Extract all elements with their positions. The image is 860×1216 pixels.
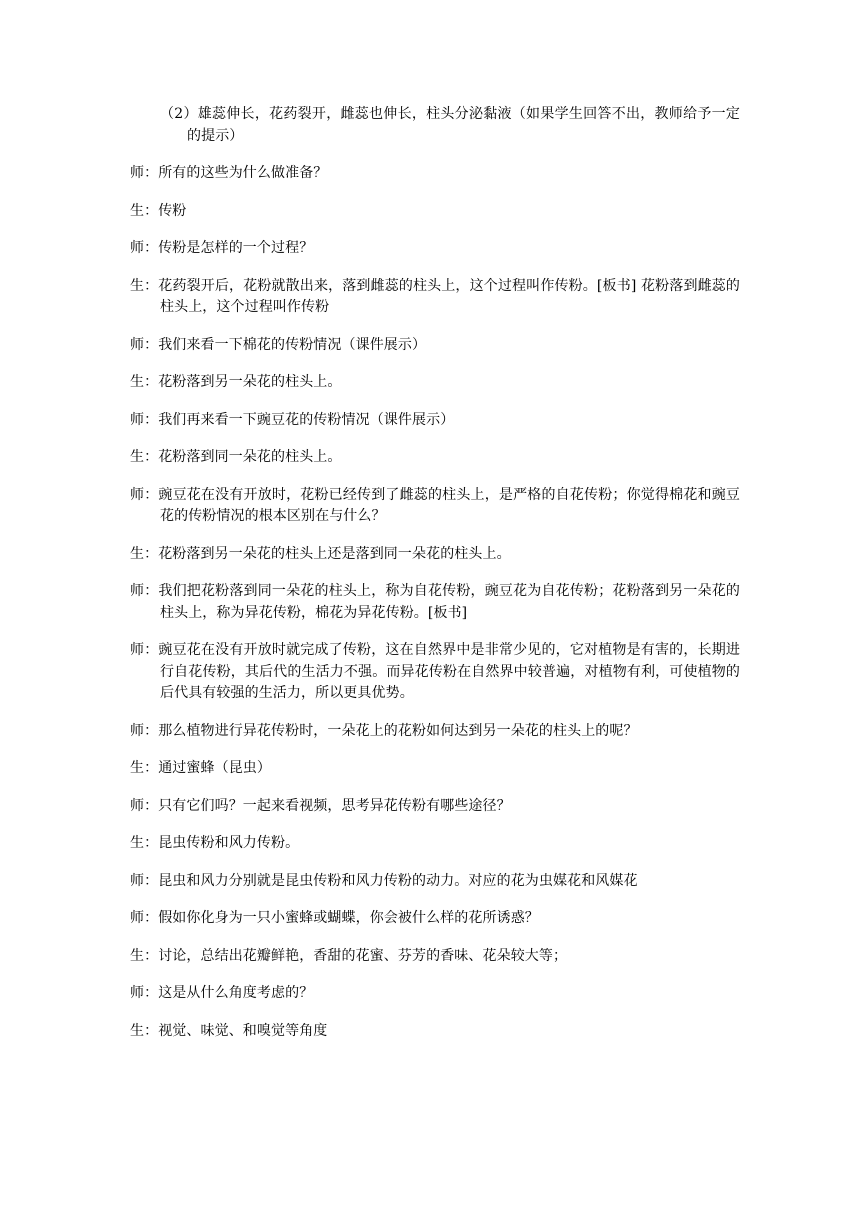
dialogue-line: 生：讨论，总结出花瓣鲜艳，香甜的花蜜、芬芳的香味、花朵较大等； xyxy=(130,947,568,964)
dialogue-line: 师：所有的这些为什么做准备？ xyxy=(130,165,328,181)
dialogue-line: 生：花药裂开后，花粉就散出来，落到雌蕊的柱头上，这个过程叫作传粉。[板书] 花粉落到雌蕊的柱头上，这个过程叫作传粉 xyxy=(130,277,740,315)
dialogue-line: 生：通过蜜蜂（昆虫） xyxy=(130,760,271,776)
paragraph-point-2: （2）雄蕊伸长，花药裂开，雌蕊也伸长，柱头分泌黏液（如果学生回答不出，教师给予一定的提示） xyxy=(160,106,740,144)
dialogue-line: 师：那么植物进行异花传粉时，一朵花上的花粉如何达到另一朵花的柱头上的呢？ xyxy=(130,722,638,739)
dialogue-line: 生：花粉落到另一朵花的柱头上。 xyxy=(130,374,342,390)
dialogue-line: 师：我们再来看一下豌豆花的传粉情况（课件展示） xyxy=(130,411,455,428)
dialogue-line: 生：昆虫传粉和风力传粉。 xyxy=(130,835,300,851)
document-body xyxy=(130,104,740,1058)
dialogue-line: 师：昆虫和风力分别就是昆虫传粉和风力传粉的动力。对应的花为虫媒花和风媒花 xyxy=(130,872,638,889)
dialogue-line: 生：传粉 xyxy=(130,202,187,219)
dialogue-line: 师：豌豆花在没有开放时就完成了传粉，这在自然界中是非常少见的，它对植物是有害的，长期进行自花传粉，其后代的生活力不强。而异花传粉在自然界中较普遍，对植物有利，可使植物的后代具有较强的生活力，所以更具优势。 xyxy=(130,642,740,701)
dialogue-line: 生：花粉落到同一朵花的柱头上。 xyxy=(130,449,342,465)
dialogue-line: 师：这是从什么角度考虑的？ xyxy=(130,985,314,1001)
dialogue-line: 师：我们来看一下棉花的传粉情况（课件展示） xyxy=(130,336,427,353)
dialogue-line: 师：豌豆花在没有开放时，花粉已经传到了雌蕊的柱头上，是严格的自花传粉；你觉得棉花和豌豆花的传粉情况的根本区别在与什么？ xyxy=(130,486,740,524)
dialogue-line: 生：花粉落到另一朵花的柱头上还是落到同一朵花的柱头上。 xyxy=(130,545,511,562)
dialogue-line: 生：视觉、味觉、和嗅觉等角度 xyxy=(130,1022,328,1039)
dialogue-line: 师：我们把花粉落到同一朵花的柱头上，称为自花传粉，豌豆花为自花传粉；花粉落到另一朵花的柱头上，称为异花传粉，棉花为异花传粉。[板书] xyxy=(130,583,740,621)
dialogue-line: 师：传粉是怎样的一个过程？ xyxy=(130,240,314,256)
dialogue-line: 师：只有它们吗？一起来看视频，思考异花传粉有哪些途径？ xyxy=(130,797,511,814)
dialogue-line: 师：假如你化身为一只小蜜蜂或蝴蝶，你会被什么样的花所诱惑？ xyxy=(130,910,539,926)
